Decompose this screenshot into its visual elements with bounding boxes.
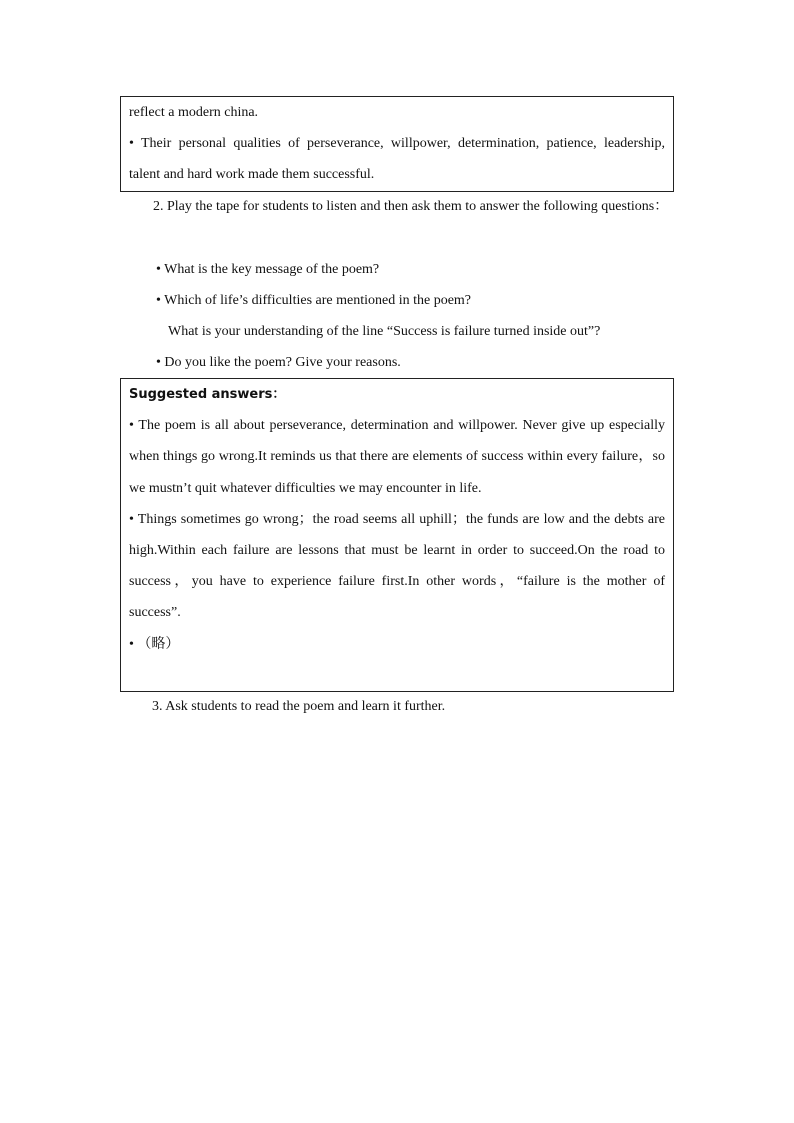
question-2-followup: What is your understanding of the line “Success is failure turned inside out”?: [168, 324, 601, 339]
question-3: • Do you like the poem? Give your reasons.: [156, 355, 401, 370]
box-bullet-qualities: • Their personal qualities of perseverance, willpower, determination, patience, leadership, talent and hard work made them successful.: [129, 136, 665, 183]
question-2: • Which of life’s difficulties are mentioned in the poem?: [156, 293, 472, 308]
step-2-instruction: 2. Play the tape for students to listen and then ask them to answer the following questions：: [153, 199, 669, 214]
suggested-answers-heading: Suggested answers：: [129, 387, 286, 402]
box-line-1: reflect a modern china.: [129, 105, 259, 120]
continued-answer-box: [120, 96, 674, 192]
step-3-instruction: 3. Ask students to read the poem and learn it further.: [152, 699, 446, 714]
answer-3: • （略）: [129, 636, 180, 652]
suggested-answers-box: [120, 378, 674, 692]
answer-2: • Things sometimes go wrong；the road seems all uphill；the funds are low and the debts are high.Within each failure are lessons that must be learnt in order to succeed.On the road to success，you have to experience failure first.In other words，“failure is the mother of success”.: [129, 511, 665, 621]
answer-1: • The poem is all about perseverance, determination and willpower. Never give up especially when things go wrong.It reminds us that there are elements of success within every failure，so we mustn’t quit whatever difficulties we may encounter in life.: [129, 418, 665, 496]
question-1: • What is the key message of the poem?: [156, 262, 380, 277]
